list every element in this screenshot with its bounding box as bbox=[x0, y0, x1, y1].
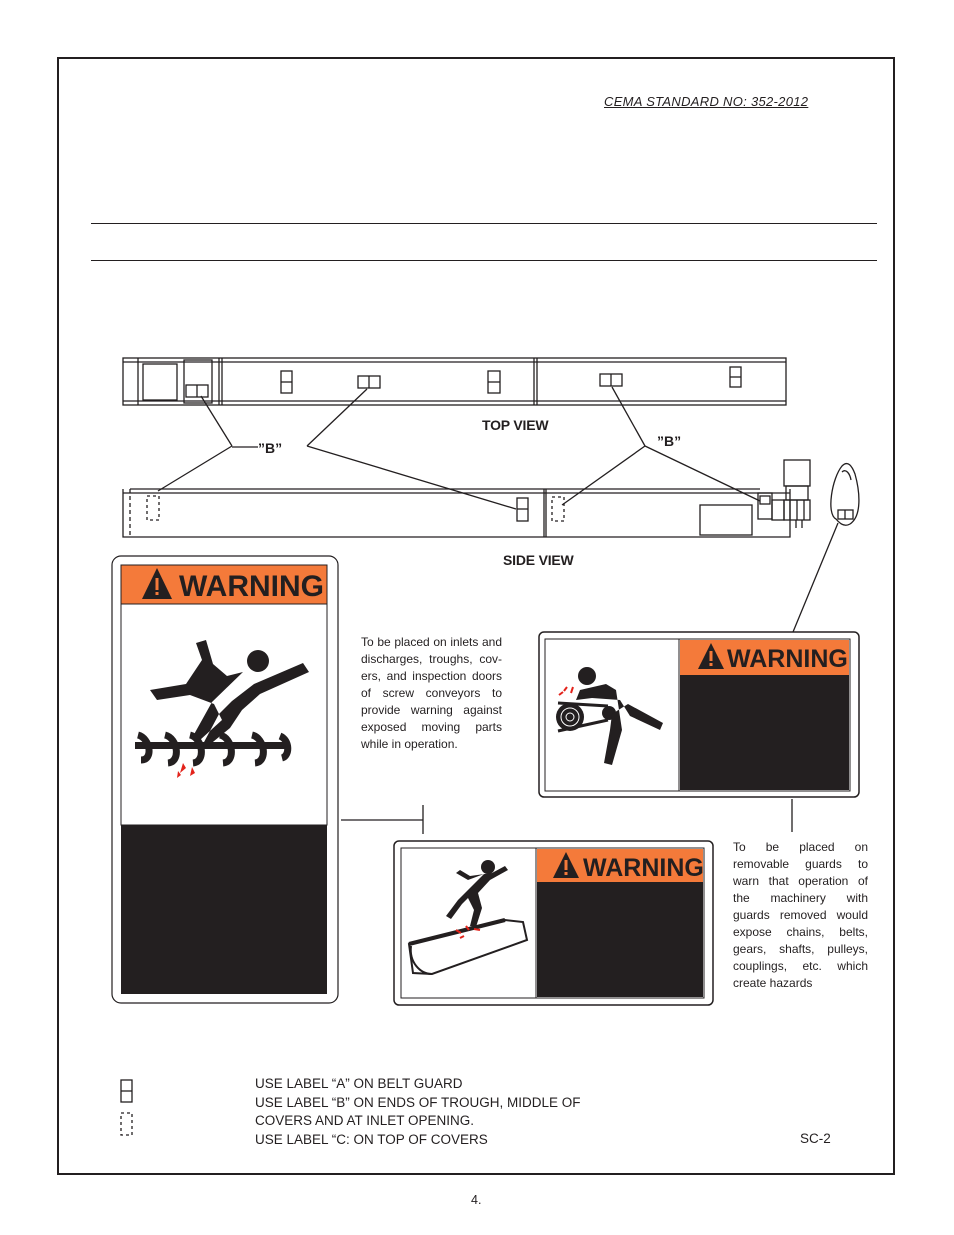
desc-line: while in operation. bbox=[361, 737, 458, 751]
callout-b-right: ”B” bbox=[657, 433, 682, 449]
legend-line-b-cont: COVERS AND AT INLET OPENING. bbox=[255, 1113, 475, 1128]
warning-heading: WARNING bbox=[583, 854, 704, 882]
legend-line-b: USE LABEL “B” ON ENDS OF TROUGH, MIDDLE OF bbox=[255, 1095, 581, 1110]
desc-line: exposed moving parts bbox=[361, 720, 502, 734]
desc-line: ers, and inspection doors bbox=[361, 669, 502, 683]
legend-line-c: USE LABEL “C: ON TOP OF COVERS bbox=[255, 1132, 488, 1147]
label-c-symbol-icon bbox=[121, 1113, 132, 1135]
legend-line-a: USE LABEL “A” ON BELT GUARD bbox=[255, 1076, 463, 1091]
warning-heading: WARNING bbox=[179, 570, 324, 603]
page-number: 4. bbox=[471, 1193, 482, 1207]
desc-line: couplings, etc. which bbox=[733, 959, 868, 973]
desc-line: To be placed on bbox=[733, 840, 868, 854]
drawing-code: SC-2 bbox=[800, 1131, 831, 1146]
desc-line: warn that operation of bbox=[733, 874, 868, 888]
standard-number: CEMA STANDARD NO: 352-2012 bbox=[604, 94, 809, 109]
side-view-label: SIDE VIEW bbox=[503, 552, 574, 568]
desc-line: To be placed on inlets and bbox=[361, 635, 502, 649]
desc-line: gears, shafts, pulleys, bbox=[733, 942, 868, 956]
desc-line: guards removed would bbox=[733, 908, 868, 922]
warning-heading: WARNING bbox=[727, 645, 848, 673]
desc-line: the machinery with bbox=[733, 891, 868, 905]
desc-line: discharges, troughs, cov- bbox=[361, 652, 502, 666]
desc-line: of screw conveyors to bbox=[361, 686, 502, 700]
callout-b-left: ”B” bbox=[258, 440, 283, 456]
desc-line: provide warning against bbox=[361, 703, 502, 717]
desc-line: create hazards bbox=[733, 976, 813, 990]
top-view-label: TOP VIEW bbox=[482, 417, 549, 433]
desc-line: expose chains, belts, bbox=[733, 925, 868, 939]
desc-line: removable guards to bbox=[733, 857, 868, 871]
